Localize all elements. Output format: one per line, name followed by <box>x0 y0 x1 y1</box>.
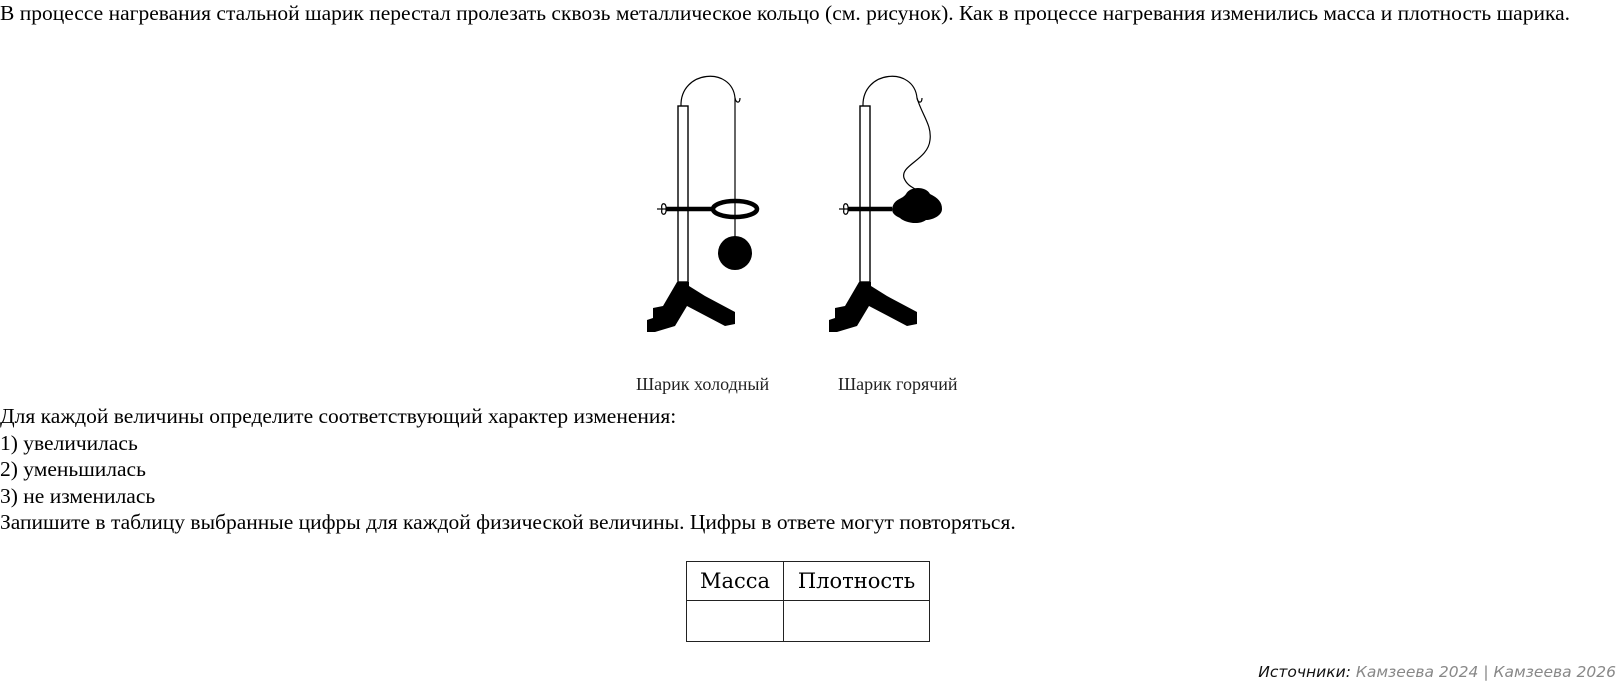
sources-separator: | <box>1478 663 1494 681</box>
cold-stand <box>647 76 757 332</box>
instructions-intro: Для каждой величины определите соответствующий характер изменения: <box>0 404 677 428</box>
answer-table-header-row <box>687 562 930 601</box>
question-text-block <box>0 0 1616 26</box>
answer-cell-density[interactable] <box>784 601 930 642</box>
source-link-2[interactable]: Камзеева 2026 <box>1493 663 1616 681</box>
question-text: В процессе нагревания стальной шарик перестал пролезать сквозь металлическое кольцо (см. рисунок). Как в процессе нагревания изменились масса и плотность шарика. <box>0 1 1570 25</box>
instructions-block <box>0 403 1016 536</box>
hot-stand <box>829 76 942 332</box>
instructions-outro: Запишите в таблицу выбранные цифры для каждой физической величины. Цифры в ответе могут повторяться. <box>0 510 1016 534</box>
header-density: Плотность <box>784 562 930 601</box>
caption-cold-ball: Шарик холодный <box>636 374 770 394</box>
source-link-1[interactable]: Камзеева 2024 <box>1355 663 1479 681</box>
option-1: 1) увеличилась <box>0 430 138 455</box>
caption-hot-ball: Шарик горячий <box>838 374 958 394</box>
option-3: 3) не изменилась <box>0 483 156 508</box>
sources-line <box>1258 662 1616 682</box>
header-mass: Масса <box>687 562 784 601</box>
ball-and-ring-illustration <box>640 70 980 370</box>
figure-ball-and-ring <box>640 70 980 400</box>
option-2: 2) уменьшилась <box>0 457 146 481</box>
answer-cell-mass[interactable] <box>687 601 784 642</box>
sources-label: Источники: <box>1258 663 1356 681</box>
answer-table <box>686 561 930 642</box>
answer-table-row <box>687 601 930 642</box>
